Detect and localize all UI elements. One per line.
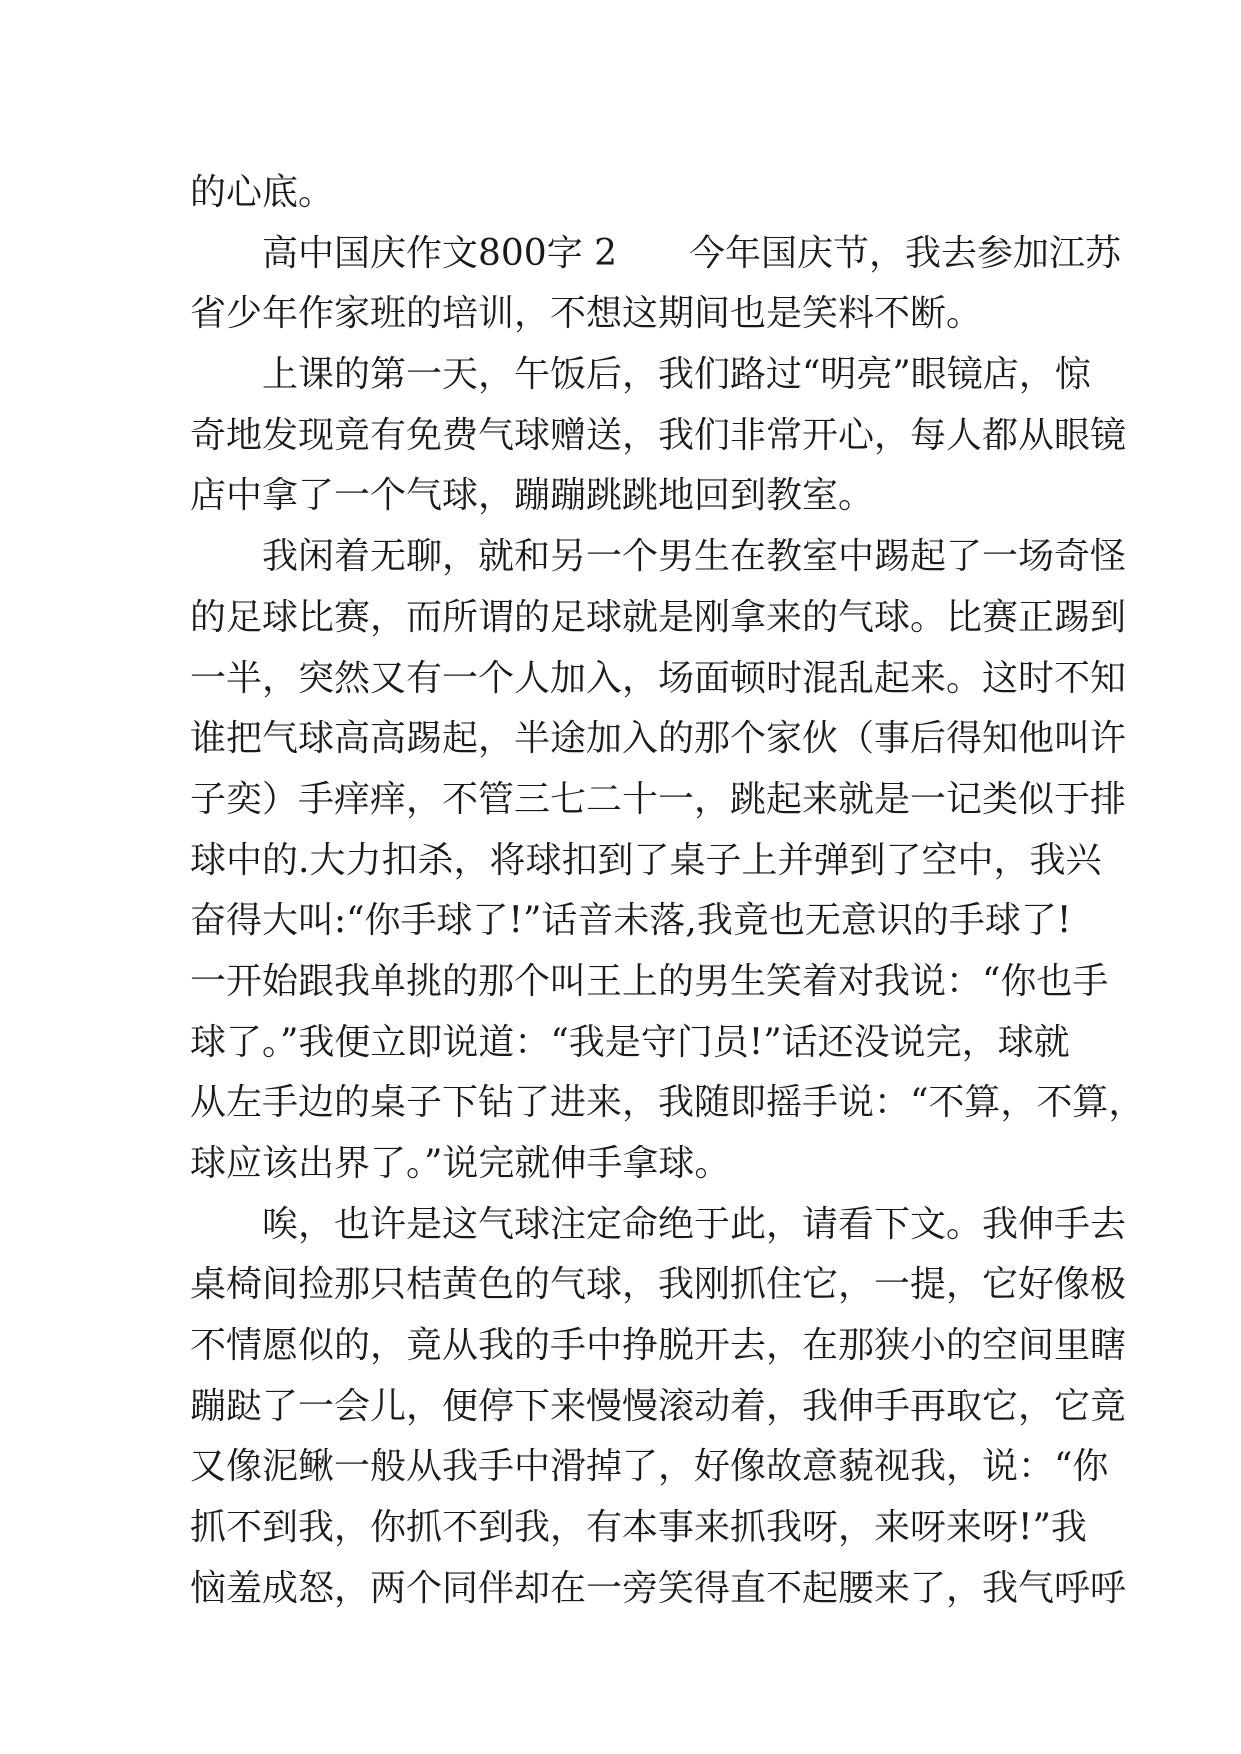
text-line: 从左手边的桌子下钻了进来，我随即摇手说：“不算，不算，	[190, 1082, 1145, 1124]
text-line: 又像泥鳅一般从我手中滑掉了，好像故意藐视我，说：“你	[190, 1446, 1109, 1488]
text-line: 抓不到我，你抓不到我，有本事来抓我呀，来呀来呀!”我	[190, 1507, 1087, 1549]
text-line: 省少年作家班的培训，不想这期间也是笑料不断。	[190, 293, 983, 335]
text-line: 不情愿似的，竟从我的手中挣脱开去，在那狭小的空间里瞎	[190, 1325, 1127, 1367]
paragraph-first-day	[190, 345, 1127, 527]
text-line: 唉，也许是这气球注定命绝于此，请看下文。我伸手去	[262, 1203, 1127, 1245]
text-line: 的心底。	[190, 172, 335, 213]
text-line: 上课的第一天，午饭后，我们路过“明亮”眼镜店，惊	[262, 354, 1091, 396]
paragraph-continuation	[190, 163, 1060, 224]
essay-body	[190, 163, 1145, 1620]
paragraph-heading-and-intro	[190, 224, 1122, 345]
text-line: 球应该出界了。”说完就伸手拿球。	[190, 1143, 731, 1184]
text-line: 桌椅间捡那只桔黄色的气球，我刚抓住它，一提，它好像极	[190, 1264, 1127, 1306]
text-line: 谁把气球高高踢起，半途加入的那个家伙（事后得知他叫许	[190, 718, 1127, 760]
text-line: 球了。”我便立即说道：“我是守门员!”话还没说完，球就	[190, 1021, 1070, 1063]
text-line: 店中拿了一个气球，蹦蹦跳跳地回到教室。	[190, 475, 875, 517]
text-line: 的足球比赛，而所谓的足球就是刚拿来的气球。比赛正踢到	[190, 596, 1127, 638]
text-line: 我闲着无聊，就和另一个男生在教室中踢起了一场奇怪	[262, 536, 1127, 578]
text-line: 一半，突然又有一个人加入，场面顿时混乱起来。这时不知	[190, 657, 1127, 699]
text-line: 子奕）手痒痒，不管三七二十一，跳起来就是一记类似于排	[190, 778, 1127, 820]
text-line: 高中国庆作文800字 2 今年国庆节，我去参加江苏	[262, 232, 1122, 274]
text-line: 一开始跟我单挑的那个叫王上的男生笑着对我说：“你也手	[190, 960, 1109, 1002]
text-line: 奇地发现竟有免费气球赠送，我们非常开心，每人都从眼镜	[190, 414, 1127, 456]
text-line: 蹦跶了一会儿，便停下来慢慢滚动着，我伸手再取它，它竟	[190, 1385, 1127, 1427]
text-line: 球中的.大力扣杀，将球扣到了桌子上并弹到了空中，我兴	[190, 839, 1102, 881]
text-line: 恼羞成怒，两个同伴却在一旁笑得直不起腰来了，我气呼呼	[190, 1567, 1127, 1609]
paragraph-balloon-chase	[190, 1195, 1127, 1620]
text-line: 奋得大叫:“你手球了!”话音未落,我竟也无意识的手球了!	[190, 900, 1072, 942]
paragraph-football-game	[190, 527, 1145, 1195]
